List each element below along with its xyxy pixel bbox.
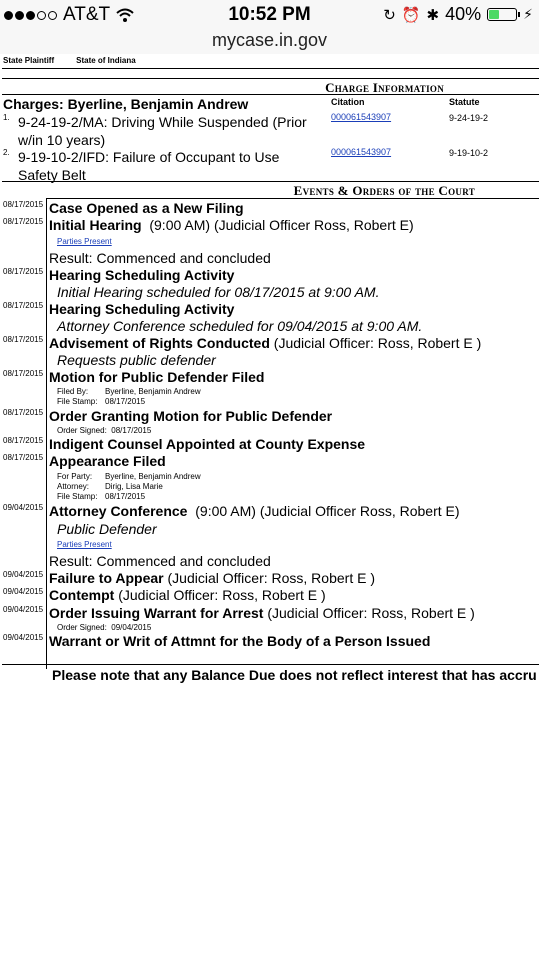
event-result: Result: Commenced and concluded	[49, 553, 271, 569]
file-stamp-row: File Stamp: 08/17/2015	[57, 492, 146, 501]
divider	[2, 68, 539, 69]
citation-link[interactable]: 000061543907	[331, 112, 392, 122]
parties-present-link[interactable]: Parties Present	[57, 237, 112, 246]
event-detail: Initial Hearing scheduled for 08/17/2015 at 9:00 AM.	[57, 284, 380, 300]
event-date: 08/17/2015	[3, 369, 44, 378]
event-title: Initial Hearing (9:00 AM) (Judicial Officer Ross, Robert E)	[49, 217, 414, 233]
party-row	[3, 56, 158, 65]
event-title: Hearing Scheduling Activity	[49, 267, 235, 283]
event-title: Indigent Counsel Appointed at County Expense	[49, 436, 366, 452]
event-date: 09/04/2015	[3, 503, 44, 512]
event-date: 09/04/2015	[3, 570, 44, 579]
charge-description: 9-24-19-2/MA: Driving While Suspended (Prior w/in 10 years)	[18, 114, 307, 148]
order-signed-row: Order Signed: 08/17/2015	[57, 426, 152, 435]
order-signed-row: Order Signed: 09/04/2015	[57, 623, 152, 632]
divider	[2, 78, 539, 79]
clock: 10:52 PM	[228, 4, 311, 25]
alarm-icon: ⏰	[401, 6, 421, 24]
statute-value: 9-19-10-2	[449, 148, 489, 158]
divider	[2, 94, 539, 95]
event-title: Warrant or Writ of Attmnt for the Body of a Person Issued	[49, 633, 431, 649]
url-bar[interactable]	[0, 30, 539, 54]
event-date: 09/04/2015	[3, 605, 44, 614]
divider	[46, 198, 539, 199]
charging-icon: ⚡	[523, 6, 533, 22]
battery-icon	[487, 8, 517, 21]
event-date: 08/17/2015	[3, 453, 44, 462]
event-title: Contempt (Judicial Officer: Ross, Robert E )	[49, 587, 326, 603]
party-role: State Plaintiff	[3, 56, 55, 65]
battery-percent: 40%	[445, 4, 482, 24]
event-date: 08/17/2015	[3, 408, 44, 417]
event-title: Case Opened as a New Filing	[49, 200, 244, 216]
event-title: Failure to Appear (Judicial Officer: Ross, Robert E )	[49, 570, 375, 586]
charges-title: Charges: Byerline, Benjamin Andrew	[3, 96, 249, 112]
balance-note: Please note that any Balance Due does not reflect interest that has accru	[52, 667, 537, 683]
event-date: 08/17/2015	[3, 267, 44, 276]
charge-number: 1.	[3, 113, 10, 122]
event-title: Advisement of Rights Conducted (Judicial Officer: Ross, Robert E )	[49, 335, 482, 351]
charge-information-heading: Charge Information	[325, 80, 444, 95]
statute-value: 9-24-19-2	[449, 113, 489, 123]
event-detail: Public Defender	[57, 521, 157, 537]
carrier-name: AT&T	[63, 4, 111, 25]
events-heading: Events & Orders of the Court	[293, 183, 475, 198]
event-date: 08/17/2015	[3, 217, 44, 226]
event-title: Motion for Public Defender Filed	[49, 369, 265, 385]
event-date: 09/04/2015	[3, 587, 44, 596]
event-title: Attorney Conference (9:00 AM) (Judicial Officer Ross, Robert E)	[49, 503, 460, 519]
attorney-row: Attorney: Dirig, Lisa Marie	[57, 482, 163, 491]
event-date: 08/17/2015	[3, 200, 44, 209]
party-name: State of Indiana	[76, 56, 136, 65]
citation-header: Citation	[331, 97, 365, 107]
event-title: Hearing Scheduling Activity	[49, 301, 235, 317]
status-icons	[383, 4, 533, 25]
event-title: Order Issuing Warrant for Arrest (Judicial Officer: Ross, Robert E )	[49, 605, 475, 621]
event-result: Result: Commenced and concluded	[49, 250, 271, 266]
events-column-divider	[46, 199, 47, 669]
event-detail: Attorney Conference scheduled for 09/04/2015 at 9:00 AM.	[57, 318, 423, 334]
event-date: 08/17/2015	[3, 301, 44, 310]
event-detail: Requests public defender	[57, 352, 216, 368]
for-party-row: For Party: Byerline, Benjamin Andrew	[57, 472, 201, 481]
url-text: mycase.in.gov	[211, 30, 328, 50]
status-bar	[0, 0, 539, 30]
event-date: 08/17/2015	[3, 335, 44, 344]
bluetooth-icon: ✱	[426, 6, 440, 24]
event-title: Order Granting Motion for Public Defender	[49, 408, 333, 424]
filed-by-row: Filed By: Byerline, Benjamin Andrew	[57, 387, 201, 396]
divider	[2, 664, 539, 665]
divider	[2, 181, 539, 182]
statute-header: Statute	[449, 97, 480, 107]
rotation-lock-icon: ↻	[383, 6, 396, 24]
event-date: 08/17/2015	[3, 436, 44, 445]
charge-description: 9-19-10-2/IFD: Failure of Occupant to Use Safety Belt	[18, 149, 280, 183]
citation-link[interactable]: 000061543907	[331, 147, 392, 157]
event-date: 09/04/2015	[3, 633, 44, 642]
parties-present-link[interactable]: Parties Present	[57, 540, 112, 549]
event-title: Appearance Filed	[49, 453, 166, 469]
charge-number: 2.	[3, 148, 10, 157]
file-stamp-row: File Stamp: 08/17/2015	[57, 397, 146, 406]
